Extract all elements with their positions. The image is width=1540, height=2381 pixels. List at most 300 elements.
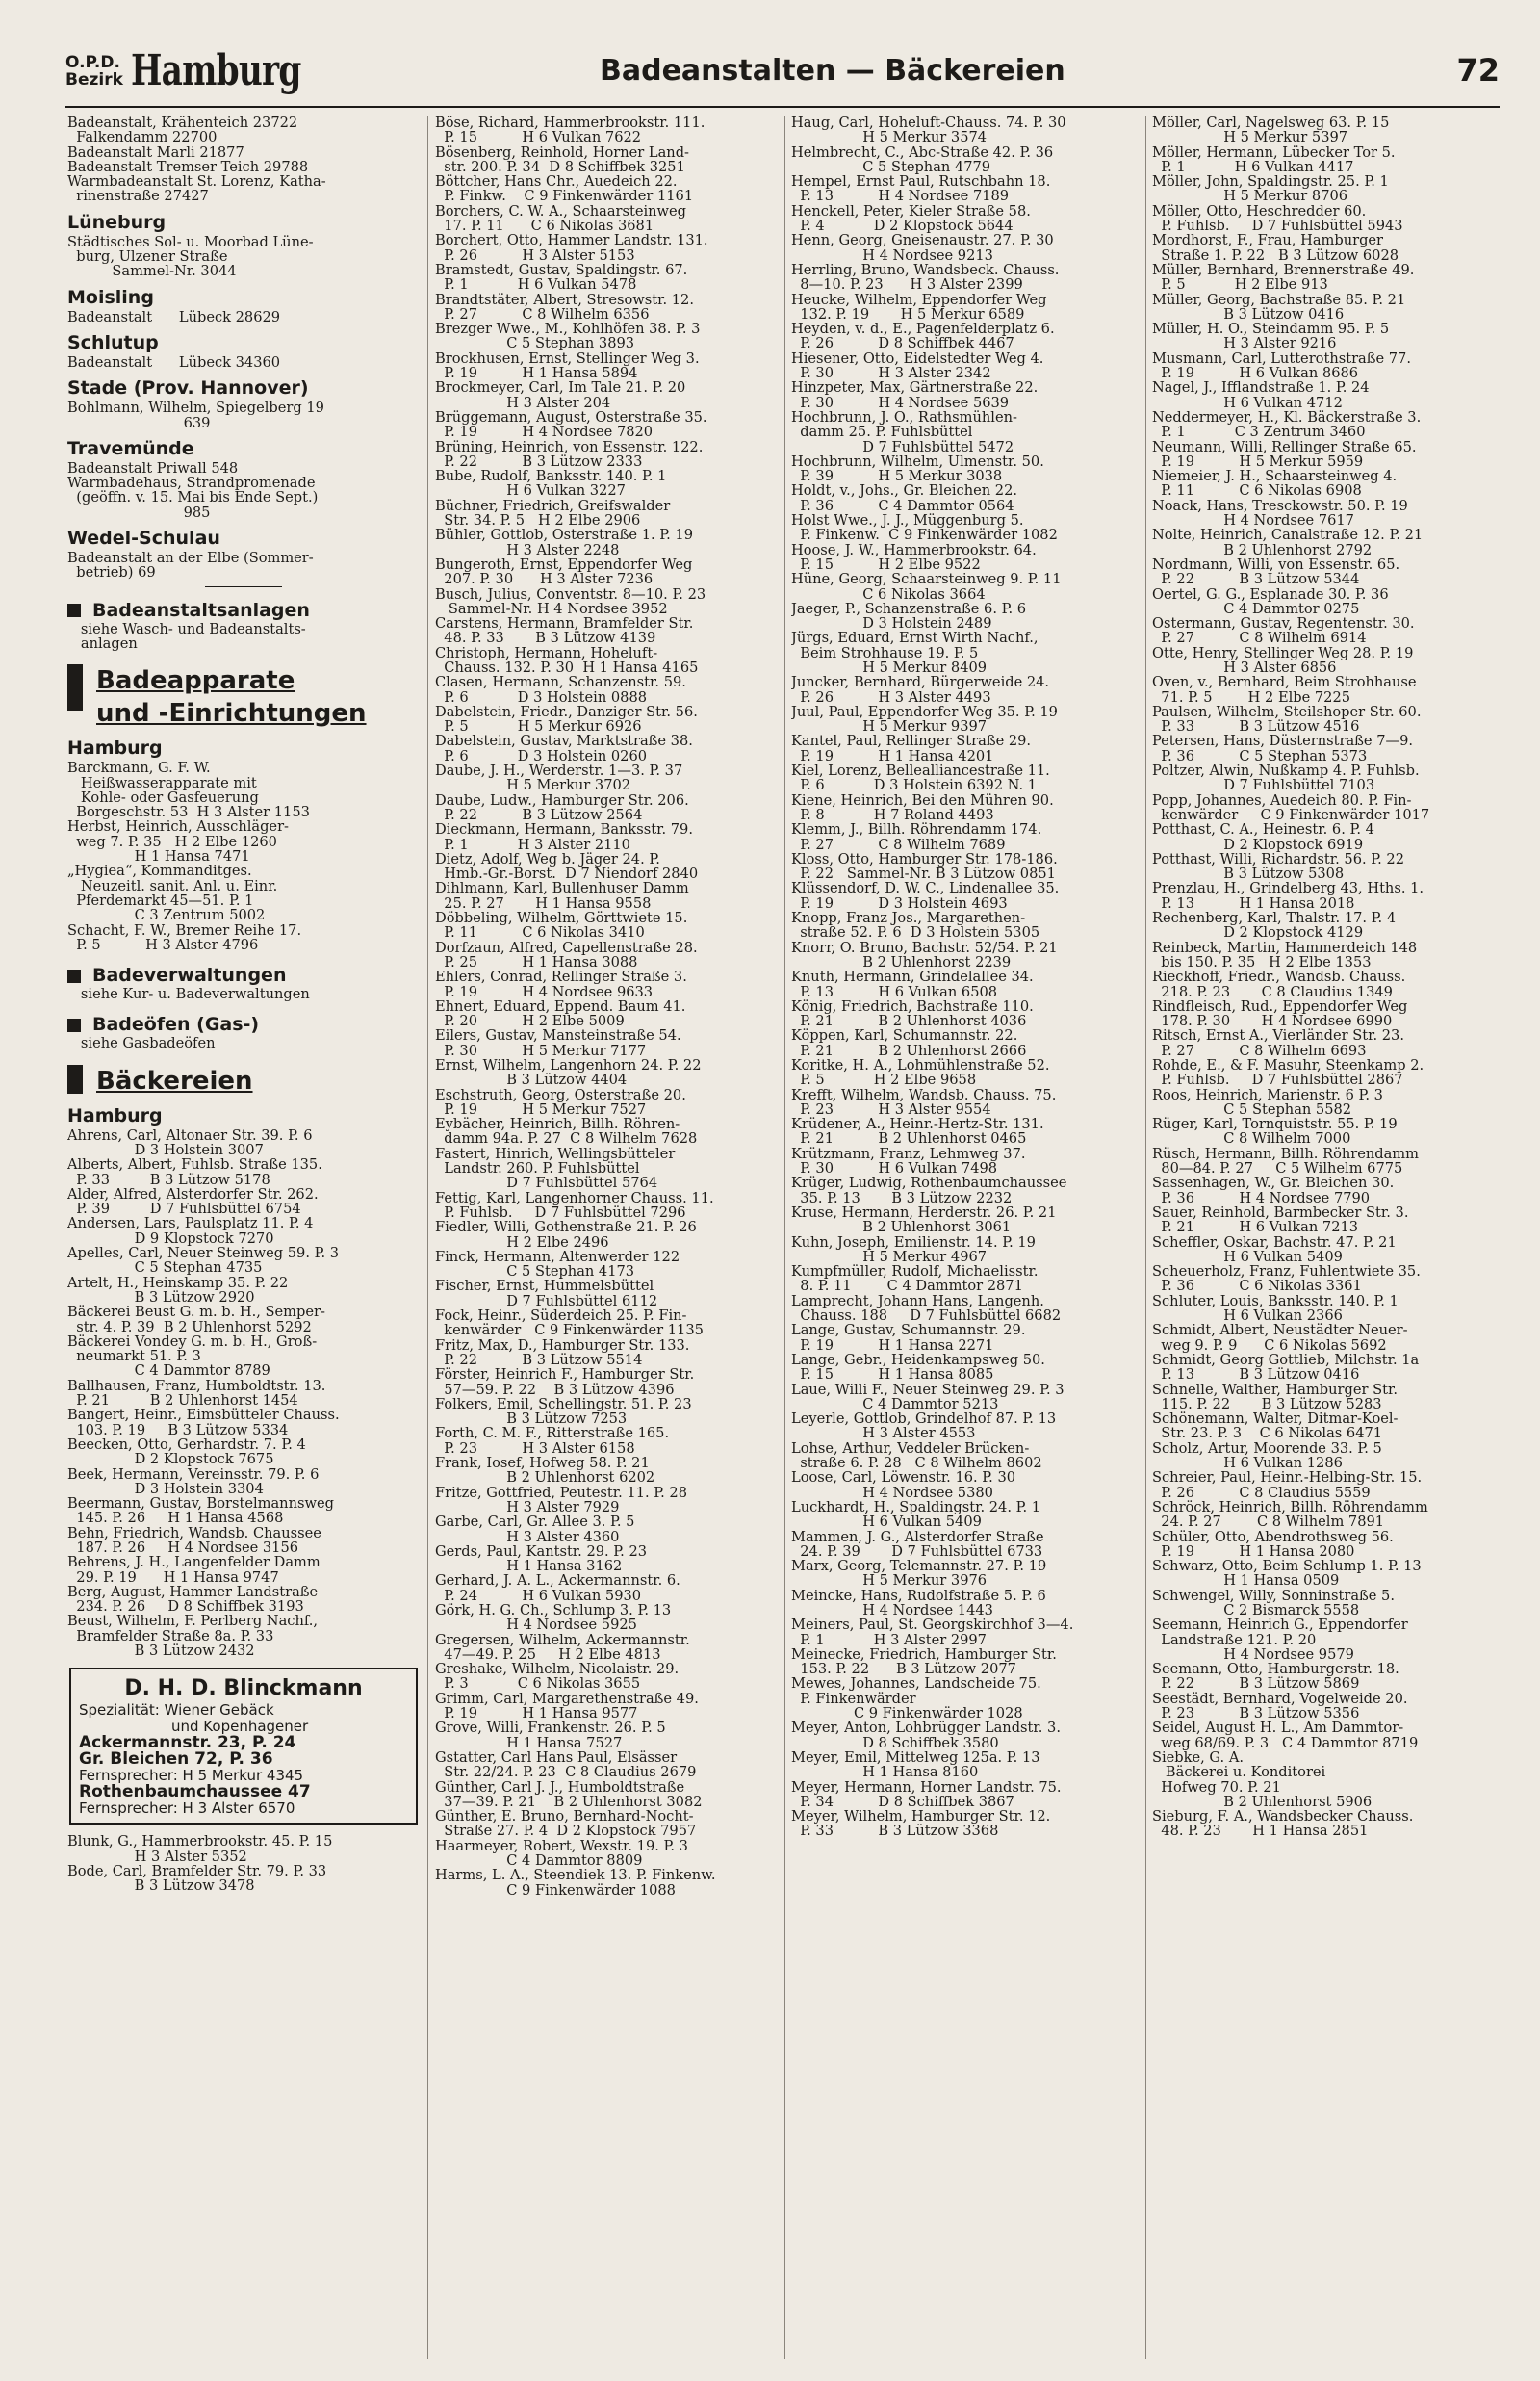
directory-entry-line: Ritsch, Ernst A., Vierländer Str. 23. — [1152, 1028, 1404, 1044]
directory-entry-line: P. 33 B 3 Lützow 4516 — [1152, 719, 1360, 735]
bullet-bar-icon — [67, 664, 83, 711]
directory-entry-line: Bube, Rudolf, Banksstr. 140. P. 1 — [435, 469, 667, 484]
directory-entry-line: H 4 Nordsee 9579 — [1152, 1646, 1354, 1663]
directory-entry-line: 57—59. P. 22 B 3 Lützow 4396 — [435, 1382, 675, 1397]
directory-entry-line: Kohle- oder Gasfeuerung — [67, 789, 259, 806]
directory-entry-line: H 3 Alster 204 — [435, 395, 611, 410]
directory-entry-line: Gregersen, Wilhelm, Ackermannstr. — [435, 1632, 690, 1647]
directory-entry-line: Bangert, Heinr., Eimsbütteler Chauss. — [67, 1408, 340, 1423]
directory-entry-line: Noack, Hans, Tresckowstr. 50. P. 19 — [1152, 498, 1408, 514]
directory-entry-line: H 3 Alster 2248 — [435, 542, 620, 557]
city-title: Hamburg — [131, 46, 301, 95]
directory-entry-line: Berg, August, Hammer Landstraße — [67, 1584, 319, 1600]
directory-entry-line: B 2 Uhlenhorst 2792 — [1152, 542, 1373, 557]
directory-entry-line: Hinzpeter, Max, Gärtnerstraße 22. — [791, 380, 1039, 396]
directory-entry-line: D 7 Fuhlsbüttel 5764 — [435, 1176, 658, 1191]
directory-entry-line: P. 1 H 3 Alster 2110 — [435, 837, 630, 852]
directory-entry-line: H 4 Nordsee 5380 — [791, 1485, 993, 1500]
directory-entry-line: bis 150. P. 35 H 2 Elbe 1353 — [1152, 954, 1372, 971]
directory-entry-line: 153. P. 22 B 3 Lützow 2077 — [791, 1662, 1016, 1677]
directory-entry-line: Heißwasserapparate mit — [67, 775, 257, 790]
directory-entry-line: Brüggemann, August, Osterstraße 35. — [435, 409, 707, 426]
directory-entry-line: P. 5 H 2 Elbe 9658 — [791, 1073, 977, 1088]
directory-entry-line: Lamprecht, Johann Hans, Langenh. — [791, 1293, 1044, 1309]
directory-entry-line: P. 36 C 6 Nikolas 3361 — [1152, 1279, 1362, 1294]
directory-entry-line: P. 30 H 6 Vulkan 7498 — [791, 1161, 998, 1177]
directory-entry-line: P. 21 B 2 Uhlenhorst 2666 — [791, 1043, 1027, 1058]
bullet-square-icon — [67, 1019, 81, 1032]
directory-entry-line: 207. P. 30 H 3 Alster 7236 — [435, 572, 654, 587]
directory-entry-line: Leyerle, Gottlob, Grindelhof 87. P. 13 — [791, 1411, 1057, 1427]
directory-entry-line: Barckmann, G. F. W. — [67, 761, 211, 776]
directory-entry-line: C 5 Stephan 4735 — [67, 1260, 263, 1276]
directory-entry-line: P. 26 H 3 Alster 5153 — [435, 247, 635, 263]
directory-entry-line: Eschstruth, Georg, Osterstraße 20. — [435, 1087, 686, 1102]
column-divider — [427, 116, 428, 2359]
directory-entry-line: Behrens, J. H., Langenfelder Damm — [67, 1555, 321, 1570]
directory-entry-line: B 2 Uhlenhorst 5906 — [1152, 1794, 1373, 1810]
directory-entry-line: P. 5 H 2 Elbe 913 — [1152, 277, 1328, 293]
directory-entry-line: H 5 Merkur 5397 — [1152, 130, 1348, 145]
directory-entry-line: Meincke, Hans, Rudolfstraße 5. P. 6 — [791, 1588, 1046, 1603]
directory-entry-line: 71. P. 5 H 2 Elbe 7225 — [1152, 689, 1351, 705]
directory-entry-line: H 6 Vulkan 4712 — [1152, 395, 1343, 410]
directory-entry-line: P. 5 H 3 Alster 4796 — [67, 937, 259, 953]
directory-entry-line: Dabelstein, Gustav, Marktstraße 38. — [435, 734, 693, 749]
directory-entry-line: Badeanstalt Marli 21877 — [67, 144, 244, 160]
directory-entry-line: rinenstraße 27427 — [67, 189, 209, 204]
directory-entry-line: B 3 Lützow 2432 — [67, 1643, 255, 1659]
directory-entry-line: P. 15 H 6 Vulkan 7622 — [435, 130, 642, 145]
directory-entry-line: Rechenberg, Karl, Thalstr. 17. P. 4 — [1152, 911, 1397, 926]
directory-entry-line: B 2 Uhlenhorst 2239 — [791, 954, 1012, 971]
directory-entry-line: 48. P. 33 B 3 Lützow 4139 — [435, 631, 656, 646]
directory-entry-line: Hofweg 70. P. 21 — [1152, 1779, 1281, 1795]
directory-entry-line: Paulsen, Wilhelm, Steilshoper Str. 60. — [1152, 704, 1422, 720]
directory-entry-line: H 4 Nordsee 5925 — [435, 1618, 637, 1633]
directory-entry-line: Helmbrecht, C., Abc-Straße 42. P. 36 — [791, 144, 1054, 160]
directory-entry-line: 218. P. 23 C 8 Claudius 1349 — [1152, 984, 1393, 999]
directory-entry-line: Nagel, J., Ifflandstraße 1. P. 24 — [1152, 380, 1370, 396]
directory-entry-line: Busch, Julius, Conventstr. 8—10. P. 23 — [435, 586, 706, 602]
directory-entry-line: Rüger, Karl, Tornquiststr. 55. P. 19 — [1152, 1117, 1398, 1132]
directory-entry-line: D 3 Holstein 3304 — [67, 1481, 264, 1497]
directory-entry-line: H 5 Merkur 9397 — [791, 719, 988, 735]
directory-entry-line: Badeanstalt Lübeck 28629 — [67, 309, 281, 324]
directory-entry-line: Möller, John, Spaldingstr. 25. P. 1 — [1152, 174, 1389, 190]
directory-entry-line: P. 6 D 3 Holstein 0260 — [435, 748, 648, 764]
directory-entry-line: Bühler, Gottlob, Osterstraße 1. P. 19 — [435, 528, 693, 543]
directory-entry-line: Ballhausen, Franz, Humboldtstr. 13. — [67, 1378, 326, 1394]
directory-entry-line: H 3 Alster 6856 — [1152, 660, 1337, 676]
directory-entry-line: P. 39 D 7 Fuhlsbüttel 6754 — [67, 1202, 301, 1217]
directory-entry-line: P. 19 H 6 Vulkan 8686 — [1152, 366, 1359, 381]
directory-entry-line: Str. 22/24. P. 23 C 8 Claudius 2679 — [435, 1765, 697, 1780]
directory-entry-line: H 4 Nordsee 1443 — [791, 1602, 993, 1618]
directory-entry-line: H 1 Hansa 7527 — [435, 1735, 623, 1750]
directory-entry-line: Städtisches Sol- u. Moorbad Lüne- — [67, 234, 314, 250]
directory-entry-line: Henn, Georg, Gneisenaustr. 27. P. 30 — [791, 233, 1054, 248]
directory-entry-line: Landstr. 260. P. Fuhlsbüttel — [435, 1161, 640, 1177]
directory-entry-line: str. 4. P. 39 B 2 Uhlenhorst 5292 — [67, 1319, 312, 1334]
directory-entry-line: straße 6. P. 28 C 8 Wilhelm 8602 — [791, 1456, 1042, 1471]
directory-entry-line: Mordhorst, F., Frau, Hamburger — [1152, 233, 1384, 248]
directory-entry-line: D 3 Holstein 3007 — [67, 1142, 264, 1158]
directory-entry-line: Clasen, Hermann, Schanzenstr. 59. — [435, 675, 686, 690]
directory-entry-line: Fritz, Max, D., Hamburger Str. 133. — [435, 1337, 690, 1353]
directory-entry-line: D 7 Fuhlsbüttel 6112 — [435, 1293, 658, 1309]
directory-entry-line: H 3 Alster 4360 — [435, 1529, 620, 1544]
directory-entry-line: P. 19 H 1 Hansa 9577 — [435, 1706, 638, 1721]
directory-entry-line: Seemann, Heinrich G., Eppendorfer — [1152, 1618, 1408, 1633]
directory-entry-line: P. 20 H 2 Elbe 5009 — [435, 1014, 625, 1029]
directory-entry-line: damm 25. P. Fuhlsbüttel — [791, 425, 973, 440]
directory-entry-line: C 8 Wilhelm 7000 — [1152, 1131, 1351, 1147]
directory-entry-line: P. 19 H 5 Merkur 5959 — [1152, 453, 1364, 470]
directory-entry-line: Warmbadeanstalt St. Lorenz, Katha- — [67, 174, 326, 190]
directory-entry-line: Schröck, Heinrich, Billh. Röhrendamm — [1152, 1499, 1428, 1515]
directory-entry-line: Möller, Otto, Heschredder 60. — [1152, 203, 1367, 220]
directory-entry-line: (geöffn. v. 15. Mai bis Ende Sept.) — [67, 490, 319, 505]
directory-entry-line: B 3 Lützow 2920 — [67, 1289, 255, 1306]
directory-entry-line: B 3 Lützow 4404 — [435, 1073, 628, 1088]
district-label — [65, 54, 123, 89]
directory-entry-line: Schüler, Otto, Abendrothsweg 56. — [1152, 1529, 1394, 1544]
directory-entry-line: Brüning, Heinrich, von Essenstr. 122. — [435, 439, 704, 454]
main-category-text: Badeapparate — [96, 666, 295, 696]
directory-entry-line: Jürgs, Eduard, Ernst Wirth Nachf., — [791, 631, 1039, 646]
directory-entry-line: Beermann, Gustav, Borstelmannsweg — [67, 1496, 334, 1512]
directory-entry-line: Str. 34. P. 5 H 2 Elbe 2906 — [435, 513, 641, 529]
directory-entry-line: Marx, Georg, Telemannstr. 27. P. 19 — [791, 1559, 1047, 1574]
directory-entry-line: Hochbrunn, Wilhelm, Ulmenstr. 50. — [791, 453, 1044, 470]
directory-entry-line: Chauss. 188 D 7 Fuhlsbüttel 6682 — [791, 1308, 1062, 1324]
category-heading-text: Badeöfen (Gas-) — [92, 1014, 260, 1036]
directory-entry-line: Meyer, Hermann, Horner Landstr. 75. — [791, 1779, 1062, 1795]
directory-entry-line: Ehlers, Conrad, Rellinger Straße 3. — [435, 970, 687, 985]
directory-entry-line: Rieckhoff, Friedr., Wandsb. Chauss. — [1152, 970, 1406, 985]
directory-entry-line: P. 33 B 3 Lützow 5178 — [67, 1172, 270, 1187]
directory-entry-line: C 2 Bismarck 5558 — [1152, 1602, 1360, 1618]
directory-entry-line: Artelt, H., Heinskamp 35. P. 22 — [67, 1275, 289, 1290]
directory-entry-line: Loose, Carl, Löwenstr. 16. P. 30 — [791, 1470, 1016, 1486]
column-1 — [67, 116, 420, 2359]
directory-entry-line: P. 36 H 4 Nordsee 7790 — [1152, 1190, 1371, 1205]
directory-entry-line: Günther, Carl J. J., Humboldtstraße — [435, 1779, 685, 1795]
directory-entry-line: str. 200. P. 34 D 8 Schiffbek 3251 — [435, 159, 685, 175]
directory-entry-line: 29. P. 19 H 1 Hansa 9747 — [67, 1569, 279, 1585]
directory-entry-line: H 3 Alster 5352 — [67, 1849, 247, 1864]
directory-entry-line: Büchner, Friedrich, Greifswalder — [435, 498, 671, 514]
directory-entry-line: 47—49. P. 25 H 2 Elbe 4813 — [435, 1646, 661, 1663]
directory-entry-line: P. 21 B 2 Uhlenhorst 0465 — [791, 1131, 1027, 1147]
main-category-heading — [67, 1065, 420, 1098]
directory-entry-line: Sauer, Reinhold, Barmbecker Str. 3. — [1152, 1204, 1409, 1221]
directory-entry-line: Eybächer, Heinrich, Billh. Röhren- — [435, 1117, 680, 1132]
directory-entry-line: Harms, L. A., Steendiek 13. P. Finkenw. — [435, 1868, 716, 1883]
directory-entry-line: Grove, Willi, Frankenstr. 26. P. 5 — [435, 1721, 666, 1736]
directory-entry-line: Ehnert, Eduard, Eppend. Baum 41. — [435, 998, 686, 1015]
directory-entry-line: P. 19 H 4 Nordsee 7820 — [435, 425, 654, 440]
directory-entry-line: D 8 Schiffbek 3580 — [791, 1735, 999, 1750]
column-2 — [435, 116, 780, 2359]
directory-entry-line: Schmidt, Albert, Neustädter Neuer- — [1152, 1323, 1408, 1338]
directory-entry-line: Blunk, G., Hammerbrookstr. 45. P. 15 — [67, 1834, 333, 1850]
directory-entry-line: Hiesener, Otto, Eidelstedter Weg 4. — [791, 350, 1044, 367]
directory-entry-line: P. 27 C 8 Wilhelm 6914 — [1152, 631, 1367, 646]
directory-entry-line: Forth, C. M. F., Ritterstraße 165. — [435, 1426, 670, 1441]
directory-entry-line: H 4 Nordsee 9213 — [791, 247, 993, 263]
directory-entry-line: Knopp, Franz Jos., Margarethen- — [791, 911, 1026, 926]
directory-entry-line: betrieb) 69 — [67, 565, 156, 581]
directory-entry-line: Poltzer, Alwin, Nußkamp 4. P. Fuhlsb. — [1152, 763, 1420, 779]
directory-entry-line: Müller, Georg, Bachstraße 85. P. 21 — [1152, 292, 1406, 307]
directory-entry-line: H 5 Merkur 8706 — [1152, 189, 1348, 204]
directory-entry-line: Warmbadehaus, Strandpromenade — [67, 476, 316, 491]
category-heading — [67, 599, 420, 622]
directory-entry-line: Schluter, Louis, Banksstr. 140. P. 1 — [1152, 1293, 1399, 1309]
directory-entry-line: C 5 Stephan 4779 — [791, 159, 991, 175]
directory-entry-line: Potthast, C. A., Heinestr. 6. P. 4 — [1152, 822, 1374, 838]
directory-entry-line: Hüne, Georg, Schaarsteinweg 9. P. 11 — [791, 572, 1062, 587]
directory-entry-line: Dietz, Adolf, Weg b. Jäger 24. P. — [435, 851, 660, 867]
directory-entry-line: P. Finkenw. C 9 Finkenwärder 1082 — [791, 528, 1058, 543]
directory-entry-line: Dorfzaun, Alfred, Capellenstraße 28. — [435, 940, 698, 955]
directory-entry-line: P. 39 H 5 Merkur 3038 — [791, 469, 1003, 484]
directory-entry-line: Scheffler, Oskar, Bachstr. 47. P. 21 — [1152, 1234, 1397, 1250]
directory-entry-line: P. Fuhlsb. D 7 Fuhlsbüttel 7296 — [435, 1204, 686, 1221]
directory-entry-line: P. 30 H 4 Nordsee 5639 — [791, 395, 1010, 410]
directory-entry-line: Haarmeyer, Robert, Wexstr. 19. P. 3 — [435, 1838, 688, 1854]
directory-entry-line: Otte, Henry, Stellinger Weg 28. P. 19 — [1152, 645, 1414, 660]
bullet-square-icon — [67, 970, 81, 983]
directory-entry-line: P. 19 D 3 Holstein 4693 — [791, 895, 1008, 912]
directory-entry-line: Bäckerei Vondey G. m. b. H., Groß- — [67, 1333, 318, 1350]
category-heading — [67, 964, 420, 987]
place-heading: Hamburg — [67, 738, 163, 760]
place-heading: Lüneburg — [67, 211, 167, 233]
directory-entry-line: Andersen, Lars, Paulsplatz 11. P. 4 — [67, 1216, 314, 1231]
directory-entry-line: Heyden, v. d., E., Pagenfelderplatz 6. — [791, 322, 1055, 337]
main-category-heading — [67, 664, 420, 730]
directory-entry-line: Sassenhagen, W., Gr. Bleichen 30. — [1152, 1176, 1395, 1191]
directory-entry-line: P. Fuhlsb. D 7 Fuhlsbüttel 5943 — [1152, 219, 1403, 234]
directory-entry-line: Henckell, Peter, Kieler Straße 58. — [791, 203, 1031, 220]
directory-entry-line: P. 33 B 3 Lützow 3368 — [791, 1824, 999, 1839]
directory-entry-line: Borchers, C. W. A., Schaarsteinweg — [435, 203, 687, 220]
directory-entry-line: Meinecke, Friedrich, Hamburger Str. — [791, 1646, 1057, 1663]
directory-entry-line: Krüger, Ludwig, Rothenbaumchaussee — [791, 1176, 1067, 1191]
directory-entry-line: Möller, Carl, Nagelsweg 63. P. 15 — [1152, 116, 1390, 131]
directory-entry-line: P. 13 H 6 Vulkan 6508 — [791, 984, 998, 999]
directory-entry-line: siehe Kur- u. Badeverwaltungen — [67, 987, 310, 1002]
directory-entry-line: B 2 Uhlenhorst 3061 — [791, 1220, 1012, 1235]
page-number: 72 — [1456, 52, 1500, 89]
directory-entry-line: P. 8 H 7 Roland 4493 — [791, 807, 994, 823]
directory-entry-line: Krefft, Wilhelm, Wandsb. Chauss. 75. — [791, 1087, 1057, 1102]
directory-entry-line: Popp, Johannes, Auedeich 80. P. Fin- — [1152, 792, 1412, 808]
directory-entry-line: anlagen — [67, 635, 138, 652]
directory-entry-line: H 1 Hansa 3162 — [435, 1559, 623, 1574]
directory-entry-line: Schacht, F. W., Bremer Reihe 17. — [67, 922, 302, 938]
directory-entry-line: P. 15 H 2 Elbe 9522 — [791, 556, 981, 573]
directory-entry-line: Brockmeyer, Carl, Im Tale 21. P. 20 — [435, 380, 686, 396]
directory-entry-line: kenwärder C 9 Finkenwärder 1017 — [1152, 807, 1430, 823]
directory-entry-line: 80—84. P. 27 C 5 Wilhelm 6775 — [1152, 1161, 1403, 1177]
directory-entry-line: Förster, Heinrich F., Hamburger Str. — [435, 1367, 695, 1383]
directory-entry-line: Schwengel, Willy, Sonninstraße 5. — [1152, 1588, 1395, 1603]
directory-entry-line: Scheuerholz, Franz, Fuhlentwiete 35. — [1152, 1264, 1421, 1280]
directory-entry-line: Gstatter, Carl Hans Paul, Elsässer — [435, 1749, 678, 1766]
directory-entry-line: Laue, Willi F., Neuer Steinweg 29. P. 3 — [791, 1382, 1065, 1397]
directory-entry-line: C 4 Dammtor 8809 — [435, 1853, 643, 1869]
directory-entry-line: Görk, H. G. Ch., Schlump 3. P. 13 — [435, 1602, 672, 1618]
directory-entry-line: Hempel, Ernst Paul, Rutschbahn 18. — [791, 174, 1051, 190]
directory-entry-line: 639 — [67, 415, 211, 430]
directory-entry-line: 24. P. 39 D 7 Fuhlsbüttel 6733 — [791, 1543, 1043, 1560]
directory-entry-line: Luckhardt, H., Spaldingstr. 24. P. 1 — [791, 1499, 1041, 1515]
directory-entry-line: damm 94a. P. 27 C 8 Wilhelm 7628 — [435, 1131, 698, 1147]
directory-entry-line: Beecken, Otto, Gerhardstr. 7. P. 4 — [67, 1436, 306, 1453]
directory-entry-line: P. 23 H 3 Alster 6158 — [435, 1440, 635, 1457]
opd-label: O.P.D. — [65, 53, 120, 72]
directory-entry-line: Schmidt, Georg Gottlieb, Milchstr. 1a — [1152, 1352, 1420, 1368]
directory-entry-line: Badeanstalt Tremser Teich 29788 — [67, 159, 309, 175]
directory-entry-line: C 5 Stephan 3893 — [435, 336, 635, 351]
directory-entry-line: Neuzeitl. sanit. Anl. u. Einr. — [67, 878, 278, 893]
directory-entry-line: P. 3 C 6 Nikolas 3655 — [435, 1676, 641, 1692]
directory-entry-line: P. 26 H 3 Alster 4493 — [791, 689, 991, 705]
directory-entry-line: Dabelstein, Friedr., Danziger Str. 56. — [435, 704, 698, 720]
place-heading: Travemünde — [67, 437, 194, 459]
directory-entry-line: Kloss, Otto, Hamburger Str. 178-186. — [791, 851, 1058, 867]
directory-entry-line: C 6 Nikolas 3664 — [791, 586, 986, 602]
directory-entry-line: weg 7. P. 35 H 2 Elbe 1260 — [67, 834, 277, 850]
directory-entry-line: Herbst, Heinrich, Ausschläger- — [67, 819, 289, 835]
directory-entry-line: Bäckerei u. Konditorei — [1152, 1765, 1326, 1780]
directory-entry-line: Heucke, Wilhelm, Eppendorfer Weg — [791, 292, 1047, 307]
directory-entry-line: P. 13 H 4 Nordsee 7189 — [791, 189, 1010, 204]
directory-entry-line: siehe Wasch- und Badeanstalts- — [67, 621, 306, 636]
page-header — [65, 48, 1500, 104]
directory-entry-line: Juncker, Bernhard, Bürgerweide 24. — [791, 675, 1050, 690]
directory-entry-line: P. 30 H 3 Alster 2342 — [791, 366, 991, 381]
directory-entry-line: H 4 Nordsee 7617 — [1152, 513, 1354, 529]
directory-entry-line: B 3 Lützow 0416 — [1152, 306, 1345, 323]
directory-entry-line: Pferdemarkt 45—51. P. 1 — [67, 893, 254, 909]
directory-entry-line: Bramstedt, Gustav, Spaldingstr. 67. — [435, 262, 688, 278]
directory-entry-line: P. 21 B 2 Uhlenhorst 1454 — [67, 1393, 298, 1409]
directory-entry-line: P. 21 B 2 Uhlenhorst 4036 — [791, 1014, 1027, 1029]
directory-entry-line: B 3 Lützow 5308 — [1152, 867, 1345, 882]
directory-entry-line: Meyer, Emil, Mittelweg 125a. P. 13 — [791, 1749, 1040, 1766]
directory-entry-line: D 7 Fuhlsbüttel 7103 — [1152, 778, 1375, 793]
bezirk-label: Bezirk — [65, 70, 123, 90]
directory-entry-line: B 3 Lützow 7253 — [435, 1411, 628, 1427]
directory-entry-line: 985 — [67, 505, 211, 521]
directory-entry-line: Grimm, Carl, Margarethenstraße 49. — [435, 1691, 699, 1707]
directory-entry-line: 17. P. 11 C 6 Nikolas 3681 — [435, 219, 654, 234]
directory-entry-line: Müller, Bernhard, Brennerstraße 49. — [1152, 262, 1415, 278]
directory-entry-line: Holst Wwe., J. J., Müggenburg 5. — [791, 513, 1024, 529]
directory-entry-line: Bramfelder Straße 8a. P. 33 — [67, 1628, 274, 1644]
directory-entry-line: 8—10. P. 23 H 3 Alster 2399 — [791, 277, 1023, 293]
directory-entry-line: Bäckerei Beust G. m. b. H., Semper- — [67, 1305, 325, 1320]
directory-entry-line: B 3 Lützow 3478 — [67, 1878, 255, 1894]
directory-entry-line: Badeanstalt an der Elbe (Sommer- — [67, 551, 314, 566]
directory-entry-line: Seemann, Otto, Hamburgerstr. 18. — [1152, 1662, 1399, 1677]
directory-entry-line: P. 23 H 3 Alster 9554 — [791, 1101, 991, 1118]
directory-entry-line: Oertel, G. G., Esplanade 30. P. 36 — [1152, 586, 1389, 602]
directory-entry-line: Alder, Alfred, Alsterdorfer Str. 262. — [67, 1186, 319, 1203]
directory-entry-line: Ernst, Wilhelm, Langenhorn 24. P. 22 — [435, 1058, 702, 1074]
directory-entry-line: 25. P. 27 H 1 Hansa 9558 — [435, 895, 652, 912]
directory-entry-line: Krüdener, A., Heinr.-Hertz-Str. 131. — [791, 1117, 1044, 1132]
directory-entry-line: 132. P. 19 H 5 Merkur 6589 — [791, 306, 1025, 323]
directory-entry-line: H 3 Alster 9216 — [1152, 336, 1337, 351]
directory-entry-line: P. 22 B 3 Lützow 5869 — [1152, 1676, 1360, 1692]
column-4 — [1152, 116, 1503, 2359]
directory-entry-line: D 3 Holstein 2489 — [791, 616, 992, 632]
page-title: Badeanstalten — Bäckereien — [600, 54, 1065, 88]
directory-entry-line: Lange, Gustav, Schumannstr. 29. — [791, 1323, 1026, 1338]
directory-entry-line: P. 19 H 1 Hansa 2271 — [791, 1337, 994, 1353]
directory-entry-line: Brockhusen, Ernst, Stellinger Weg 3. — [435, 350, 700, 367]
directory-entry-line: Nordmann, Willi, von Essenstr. 65. — [1152, 556, 1400, 573]
directory-entry-line: „Hygiea“, Kommanditges. — [67, 864, 252, 879]
directory-entry-line: Greshake, Wilhelm, Nicolaistr. 29. — [435, 1662, 680, 1677]
directory-entry-line: P. 21 H 6 Vulkan 7213 — [1152, 1220, 1359, 1235]
directory-entry-line: Falkendamm 22700 — [67, 130, 218, 145]
directory-entry-line: D 2 Klopstock 7675 — [67, 1452, 274, 1467]
directory-entry-line: D 2 Klopstock 4129 — [1152, 925, 1364, 941]
directory-entry-line: Mammen, J. G., Alsterdorfer Straße — [791, 1529, 1044, 1544]
directory-entry-line: Potthast, Willi, Richardstr. 56. P. 22 — [1152, 851, 1404, 867]
directory-entry-line: Apelles, Carl, Neuer Steinweg 59. P. 3 — [67, 1246, 340, 1261]
directory-entry-line: P. 11 C 6 Nikolas 6908 — [1152, 483, 1362, 499]
category-heading-text: Badeverwaltungen — [92, 965, 287, 987]
directory-entry-line: H 6 Vulkan 3227 — [435, 483, 626, 499]
place-heading: Schlutup — [67, 331, 159, 353]
category-heading — [67, 1013, 420, 1036]
directory-entry-line: Bohlmann, Wilhelm, Spiegelberg 19 — [67, 401, 324, 416]
place-heading: Wedel-Schulau — [67, 528, 220, 550]
directory-entry-line: H 6 Vulkan 1286 — [1152, 1456, 1343, 1471]
directory-entry-line: Bungeroth, Ernst, Eppendorfer Weg — [435, 556, 693, 573]
directory-entry-line: Fischer, Ernst, Hummelsbüttel — [435, 1279, 654, 1294]
directory-entry-line: C 5 Stephan 4173 — [435, 1264, 635, 1280]
directory-entry-line: 37—39. P. 21 B 2 Uhlenhorst 3082 — [435, 1794, 703, 1810]
section-divider — [205, 586, 282, 587]
directory-entry-line: Chauss. 132. P. 30 H 1 Hansa 4165 — [435, 660, 699, 676]
directory-entry-line: Badeanstalt, Krähenteich 23722 — [67, 116, 298, 131]
directory-entry-line: Fastert, Hinrich, Wellingsbütteler — [435, 1146, 676, 1162]
directory-entry-line: Kiene, Heinrich, Bei den Mühren 90. — [791, 792, 1054, 808]
directory-entry-line: Straße 27. P. 4 D 2 Klopstock 7957 — [435, 1824, 697, 1839]
directory-entry-line: H 1 Hansa 8160 — [791, 1765, 979, 1780]
ad-text: Spezialität: Wiener Gebäck — [79, 1701, 274, 1720]
directory-entry-line: P. 26 D 8 Schiffbek 4467 — [791, 336, 1014, 351]
directory-entry-line: P. 19 H 1 Hansa 5894 — [435, 366, 638, 381]
directory-entry-line: P. Finkenwärder — [791, 1691, 916, 1707]
directory-entry-line: P. Fuhlsb. D 7 Fuhlsbüttel 2867 — [1152, 1073, 1403, 1088]
place-heading: Moisling — [67, 286, 154, 308]
directory-entry-line: 103. P. 19 B 3 Lützow 5334 — [67, 1422, 289, 1437]
ad-title: D. H. D. Blinckmann — [124, 1676, 363, 1701]
ad-phone: Fernsprecher: H 3 Alster 6570 — [79, 1799, 295, 1818]
directory-entry-line: C 3 Zentrum 5002 — [67, 908, 266, 923]
column-3 — [791, 116, 1140, 2359]
